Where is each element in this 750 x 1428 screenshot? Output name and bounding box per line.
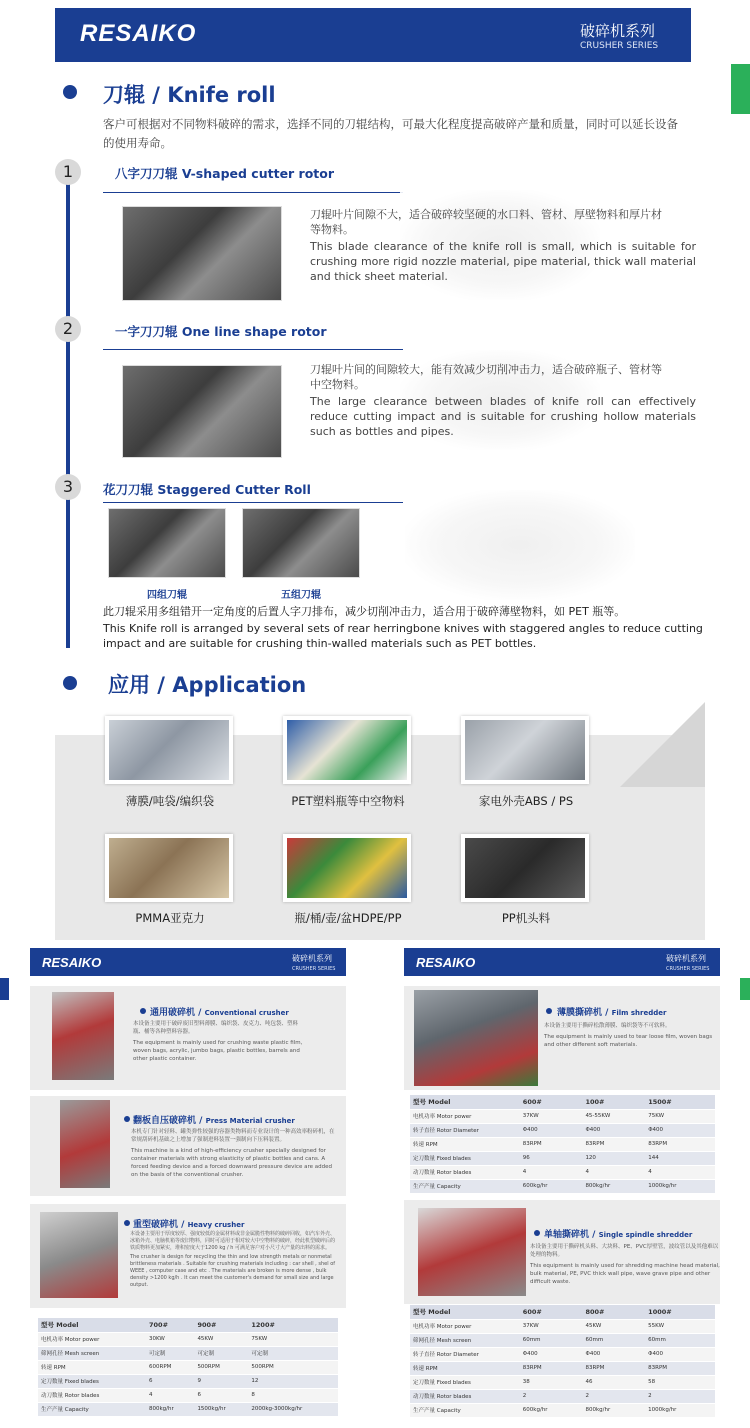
timeline-line [66,178,70,648]
table-cell: 动刀数量 Rotor blades [410,1165,520,1179]
left-card-series-cn: 破碎机系列 [292,954,332,963]
heavy-crusher-image [40,1212,118,1298]
application-image-hdpe [283,834,411,902]
table-cell: 37KW [520,1109,583,1123]
text-cn: 本设备主要用于撕碎松散薄膜、编织袋等不可软料。 [544,1023,671,1029]
intro-line-1: 客户可根据对不同物料破碎的需求，选择不同的刀辊结构，可最大化程度提高破碎产量和质量，同时可以延长设备 [103,117,678,131]
table-cell: 转速 RPM [410,1361,520,1375]
single-spindle-spec-table [410,1305,715,1418]
table-cell: 600# [520,1095,583,1109]
conventional-crusher-title: 通用破碎机 / Conventional crusher [150,1008,289,1018]
table-row [38,1402,338,1416]
table-cell: 定刀数量 Fixed blades [410,1375,520,1389]
knife-roll-title: 刀辊 / Knife roll [103,83,276,107]
right-card-logo: RESAIKO [416,955,476,970]
table-cell: 83RPM [582,1137,645,1151]
table-cell: Φ400 [582,1123,645,1137]
table-row [410,1403,715,1417]
table-cell: 75KW [645,1109,715,1123]
table-row [38,1360,338,1374]
step-number-2: 2 [55,316,81,342]
text-cn: 本设备主要用于破碎废旧塑料薄膜、编织袋、皮克力、吨包袋、塑料瓶、桶等各种塑料容器。 [133,1021,299,1035]
table-header-row [410,1095,715,1109]
title-cn: 重型破碎机 [133,1220,179,1230]
right-card-series-cn: 破碎机系列 [666,954,706,963]
text-en: The crusher is design for recycling the thin and low strength metals or nonmetal brittleness materials . Suitable for crushing materials including : car shell , shel of WEEE , computer case and etc . The materials are broken is more dense , bulk density >1200 kg/h . It can meet the customer's demand for small size and large output. [130,1254,336,1288]
table-cell: 转速 RPM [410,1137,520,1151]
table-cell: 37KW [520,1319,583,1333]
heavy-crusher-text [130,1231,336,1289]
table-cell: 45-55KW [582,1109,645,1123]
title-cn: 通用破碎机 [150,1008,196,1018]
section-bullet [534,1230,540,1236]
table-row [410,1389,715,1403]
table-cell: 筛网孔径 Mesh screen [38,1346,146,1360]
table-cell: 500RPM [248,1360,338,1374]
table-cell: 4 [146,1388,194,1402]
table-cell: Φ400 [582,1347,645,1361]
single-spindle-text [530,1243,720,1286]
table-cell: 2 [582,1389,645,1403]
section-bullet [63,676,77,690]
table-cell: 60mm [520,1333,583,1347]
table-header-row [410,1305,715,1319]
table-cell: 动刀数量 Rotor blades [38,1388,146,1402]
section-bullet [124,1220,130,1226]
table-cell: 转子直径 Rotor Diameter [410,1123,520,1137]
table-row [410,1333,715,1347]
table-cell: 6 [194,1388,248,1402]
table-cell: 55KW [645,1319,715,1333]
table-cell: 600# [520,1305,583,1319]
table-cell: 600RPM [146,1360,194,1374]
table-cell: 定刀数量 Fixed blades [410,1151,520,1165]
table-cell: 转子直径 Rotor Diameter [410,1347,520,1361]
desc-en: This Knife roll is arranged by several sets of rear herringbone knives with staggered angles to reduce cutting impact and are suitable for crushing thin-walled materials such as PET bottles. [103,622,703,650]
press-crusher-title: 翻板自压破碎机 / Press Material crusher [133,1116,295,1126]
film-shredder-title: 薄膜撕碎机 / Film shredder [557,1008,667,1018]
text-en: This equipment is mainly used for shredding machine head material, bulk material, PE, PVC thick wall pipe, wave grave pipe and other difficult waste. [530,1263,720,1285]
table-cell: 58 [645,1375,715,1389]
table-cell: 12 [248,1374,338,1388]
table-row [410,1319,715,1333]
left-spec-table [38,1318,338,1417]
table-cell: 型号 Model [410,1305,520,1319]
green-side-tab [731,64,750,114]
table-row [38,1388,338,1402]
blue-side-tab [0,978,9,1000]
table-cell: 30KW [146,1332,194,1346]
table-cell: 100# [582,1095,645,1109]
application-label-bottles: PET塑料瓶等中空物料 [291,794,405,808]
text-en: The equipment is mainly used for crushing waste plastic film, woven bags, acrylic, jumbo bags, plastic bottles, barrels and other plastic container. [133,1040,303,1062]
application-label-appliance: 家电外壳ABS / PS [478,794,574,808]
table-row [410,1137,715,1151]
table-cell: 2 [520,1389,583,1403]
table-row [410,1109,715,1123]
table-cell: 8 [248,1388,338,1402]
section-bullet [124,1116,130,1122]
table-cell: 筛网孔径 Mesh screen [410,1333,520,1347]
table-row [410,1375,715,1389]
table-cell: 生产产量 Capacity [410,1403,520,1417]
table-cell: 700# [146,1318,194,1332]
table-cell: 120 [582,1151,645,1165]
table-cell: 45KW [194,1332,248,1346]
heavy-crusher-title: 重型破碎机 / Heavy crusher [133,1220,245,1230]
application-image-pp [461,834,589,902]
title-en: Press Material crusher [205,1117,295,1125]
press-crusher-text [131,1128,335,1179]
brand-logo: RESAIKO [80,20,197,47]
table-cell: 1000kg/hr [645,1403,715,1417]
section-bullet [546,1008,552,1014]
text-cn: 本机专门针对轻料、罐类弹性较强的容器类物料而专业设计的一种高效率粉碎机，在常规刮碎机基础之上增加了强制进料装置一强制向下压料装置。 [131,1129,335,1143]
title-en: Heavy crusher [187,1221,245,1229]
left-card-logo: RESAIKO [42,955,102,970]
table-row [38,1374,338,1388]
one-line-rotor-description [310,362,696,439]
table-cell: 83RPM [520,1361,583,1375]
table-cell: 生产产量 Capacity [410,1179,520,1193]
knife-roll-intro [103,115,703,153]
table-cell: 1000# [645,1305,715,1319]
conventional-crusher-text [133,1020,305,1063]
application-label-film: 薄膜/吨袋/编织袋 [125,794,215,808]
table-cell: 600kg/hr [520,1403,583,1417]
table-cell: 46 [582,1375,645,1389]
table-cell: 60mm [582,1333,645,1347]
desc-cn-line-2: 等物料。 [310,223,354,236]
application-image-film [105,716,233,784]
five-group-caption: 五组刀辊 [281,590,321,601]
title-en: Film shredder [611,1009,667,1017]
table-cell: 9 [194,1374,248,1388]
film-shredder-text [544,1022,720,1049]
text-cn: 本设备主要用于厚度较厚、强度较低的金属材料或非金属脆性物料的破碎回收，如汽车外壳、冰箱外壳、电脑机箱等废旧物料，同时可适用于相对较大中空物料的破碎，经此机型破碎后的铁质物料更加紧实，堆积密度大于1200 kg / h 可满足客户对小尺寸大产量的出料的需求。 [130,1231,336,1251]
application-image-pmma [105,834,233,902]
title-cn: 单轴撕碎机 [544,1230,590,1240]
title-cn: 翻板自压破碎机 [133,1116,197,1126]
desc-cn-line-2: 中空物料。 [310,378,365,391]
desc-cn-line-1: 刀辊叶片间隙不大，适合破碎较坚硬的水口料、管材、厚壁物料和厚片材 [310,208,662,221]
table-cell: Φ400 [520,1347,583,1361]
desc-en: The large clearance between blades of knife roll can effectively reduce cutting impact and is suitable for crushing hollow materials such as bottles and pipes. [310,395,696,438]
conventional-crusher-image [52,992,114,1080]
table-cell: 96 [520,1151,583,1165]
table-row [410,1151,715,1165]
table-cell: 4 [520,1165,583,1179]
desc-en: This blade clearance of the knife roll is small, which is suitable for crushing more rigid nozzle material, pipe material, thick wall material and thick sheet material. [310,240,696,283]
application-image-bottles [283,716,411,784]
table-cell: 型号 Model [410,1095,520,1109]
table-cell: 可定制 [146,1346,194,1360]
table-cell: 4 [645,1165,715,1179]
table-row [38,1332,338,1346]
table-cell: 144 [645,1151,715,1165]
four-group-caption: 四组刀辊 [147,590,187,601]
table-cell: Φ400 [645,1123,715,1137]
divider [103,192,403,193]
application-label-pmma: PMMA亚克力 [135,911,205,925]
desc-cn: 此刀辊采用多组错开一定角度的后置人字刀排布，减少切削冲击力，适合用于破碎薄壁物料，如 PET 瓶等。 [103,605,626,618]
table-cell: 可定制 [248,1346,338,1360]
table-cell: 1500kg/hr [194,1402,248,1416]
series-title-en: CRUSHER SERIES [580,41,659,51]
table-cell: 83RPM [520,1137,583,1151]
five-group-rotor-photo [242,508,360,578]
table-cell: 83RPM [645,1361,715,1375]
desc-cn-line-1: 刀辊叶片间的间隙较大，能有效减少切削冲击力，适合破碎瓶子、管材等 [310,363,662,376]
table-cell: 4 [582,1165,645,1179]
intro-line-2: 的使用寿命。 [103,136,172,150]
table-cell: 38 [520,1375,583,1389]
table-row [410,1123,715,1137]
table-cell: Φ400 [645,1347,715,1361]
section-bullet [63,85,77,99]
table-row [410,1179,715,1193]
table-cell: 2000kg-3000kg/hr [248,1402,338,1416]
film-shredder-spec-table [410,1095,715,1194]
text-en: This machine is a kind of high-efficiency crusher specially designed for container materials with strong elasticity of plastic bottles and cans. A forced feeding device and a forced downward pressure device are added on the basis of the conventional crusher. [131,1148,332,1178]
table-header-row [38,1318,338,1332]
left-card-series-en: CRUSHER SERIES [292,966,336,972]
series-title-cn: 破碎机系列 [580,22,656,40]
film-shredder-image [414,990,538,1086]
table-cell: 型号 Model [38,1318,146,1332]
v-shaped-rotor-photo [122,206,282,301]
rotor-watermark-image [405,490,635,600]
title-cn: 薄膜撕碎机 [557,1008,603,1018]
table-cell: 500RPM [194,1360,248,1374]
table-row [410,1361,715,1375]
table-cell: 电机功率 Motor power [38,1332,146,1346]
table-row [38,1346,338,1360]
table-cell: 83RPM [645,1137,715,1151]
table-cell: 75KW [248,1332,338,1346]
table-cell: 83RPM [582,1361,645,1375]
decorative-corner [620,702,705,787]
table-cell: Φ400 [520,1123,583,1137]
table-cell: 动刀数量 Rotor blades [410,1389,520,1403]
one-line-rotor-photo [122,365,282,458]
table-cell: 1200# [248,1318,338,1332]
application-title: 应用 / Application [108,673,307,697]
table-cell: 1000kg/hr [645,1179,715,1193]
title-en: Single spindle shredder [598,1231,693,1239]
step-number-3: 3 [55,474,81,500]
table-cell: 800kg/hr [582,1403,645,1417]
text-cn: 本设备主要用于撕碎机头料、大块料、PE、PVC厚壁管，波纹管以及其他难以处理的物料。 [530,1244,719,1258]
table-cell: 600kg/hr [520,1179,583,1193]
step-number-1: 1 [55,159,81,185]
table-cell: 45KW [582,1319,645,1333]
table-cell: 电机功率 Motor power [410,1319,520,1333]
table-cell: 2 [645,1389,715,1403]
staggered-rotor-title: 花刀刀辊 Staggered Cutter Roll [103,482,311,497]
single-spindle-title: 单轴撕碎机 / Single spindle shredder [544,1230,693,1240]
text-en: The equipment is mainly used to tear loose film, woven bags and other different soft materials. [544,1034,713,1048]
divider [103,349,403,350]
green-side-tab [740,978,750,1000]
table-cell: 800kg/hr [582,1179,645,1193]
table-cell: 生产产量 Capacity [38,1402,146,1416]
table-cell: 60mm [645,1333,715,1347]
table-cell: 900# [194,1318,248,1332]
table-cell: 电机功率 Motor power [410,1109,520,1123]
table-cell: 1500# [645,1095,715,1109]
application-label-hdpe: 瓶/桶/壶/盆HDPE/PP [294,911,402,925]
four-group-rotor-photo [108,508,226,578]
one-line-rotor-title: 一字刀刀辊 One line shape rotor [115,324,327,339]
staggered-rotor-description [103,604,703,651]
single-spindle-image [418,1208,526,1296]
application-image-appliance [461,716,589,784]
right-card-series-en: CRUSHER SERIES [666,966,710,972]
table-row [410,1347,715,1361]
table-cell: 800# [582,1305,645,1319]
v-shaped-rotor-title: 八字刀刀辊 V-shaped cutter rotor [115,166,335,181]
table-cell: 可定制 [194,1346,248,1360]
table-row [410,1165,715,1179]
table-cell: 800kg/hr [146,1402,194,1416]
table-cell: 定刀数量 Fixed blades [38,1374,146,1388]
press-crusher-image [60,1100,110,1188]
table-cell: 6 [146,1374,194,1388]
v-shaped-rotor-description [310,207,696,284]
application-label-pp: PP机头料 [501,911,551,925]
title-en: Conventional crusher [204,1009,289,1017]
section-bullet [140,1008,146,1014]
divider [103,502,403,503]
table-cell: 转速 RPM [38,1360,146,1374]
